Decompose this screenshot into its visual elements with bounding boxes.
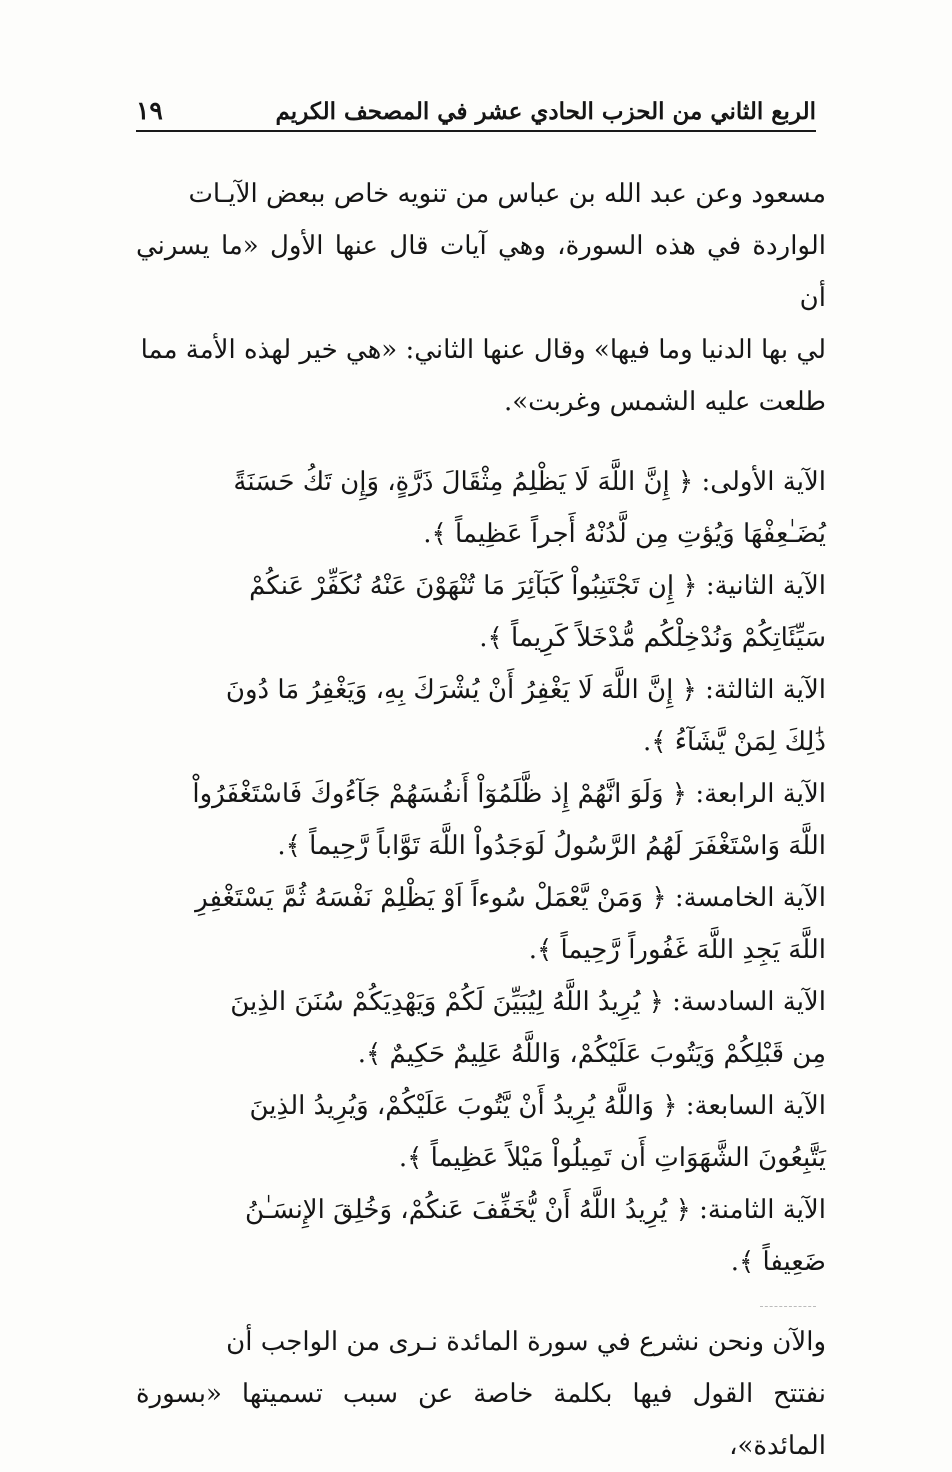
verse-line: ﴿ يُرِيدُ اللَّهُ أَنْ يُّخَفِّفَ عَنكُمْ، وَخُلِقَ الإِنسَـٰنُ [244, 1195, 691, 1225]
verse-line: ﴿ إِنَّ اللَّهَ لَا يَغْفِرُ أَنْ يُشْرَكَ بِهِ، وَيَغْفِرُ مَا دُونَ [225, 675, 697, 705]
header-title: الربع الثاني من الحزب الحادي عشر في المصحف الكريم [275, 98, 816, 125]
verse-line: يُضَـٰعِفْهَا وَيُؤتِ مِن لَّدُنْهُ أَجراً عَظِيماً ﴾. [423, 519, 826, 549]
text-line: لي بها الدنيا وما فيها» وقال عنها الثاني: «هي خير لهذه الأمة مما [140, 335, 826, 365]
verse-label: الآية السابعة: [685, 1091, 826, 1121]
verse-line: مِن قَبْلِكُمْ وَيَتُوبَ عَلَيْكُمْ، وَاللَّهُ عَلِيمٌ حَكِيمٌ ﴾. [357, 1039, 826, 1069]
verse-label: الآية الثالثة: [705, 675, 826, 705]
verse-label: الآية الثانية: [705, 571, 826, 601]
text-line: طلعت عليه الشمس وغربت». [503, 387, 826, 417]
verse-item [136, 872, 826, 976]
verse-line: اللَّهَ وَاسْتَغْفَرَ لَهُمُ الرَّسُولُ لَوَجَدُواْ اللَّهَ تَوَّاباً رَّحِيماً ﴾. [277, 831, 826, 861]
verse-line: ﴿ وَلَوَ انَّهُمْ إِذ ظَّلَمُوٓاْ أَنفُسَهُمْ جَآءُوكَ فَاسْتَغْفَرُواْ [192, 779, 688, 809]
text-line: نفتتح القول فيها بكلمة خاصة عن سبب تسميتها «بسورة المائدة»، [136, 1379, 826, 1461]
closing-paragraph [136, 1316, 826, 1472]
running-header [136, 92, 816, 132]
text-line: والآن ونحن نشرع في سورة المائدة نـرى من الواجب أن [226, 1327, 826, 1357]
verse-line: ضَعِيفاً ﴾. [730, 1247, 826, 1277]
verse-line: ﴿ إِنَّ اللَّهَ لَا يَظْلِمُ مِثْقَالَ ذَرَّةٍ، وَإِن تَكُ حَسَنَةً [233, 467, 694, 497]
verse-line: ذَٰلِكَ لِمَنْ يَّشَآءُ ﴾. [642, 727, 826, 757]
verse-line: ﴿ وَاللَّهُ يُرِيدُ أَنْ يَّتُوبَ عَلَيْكُمْ، وَيُرِيدُ الذِينَ [249, 1091, 678, 1121]
verse-line: ﴿ يُرِيدُ اللَّهُ لِيُبَيِّنَ لَكُمْ وَيَهْدِيَكُمْ سُنَنَ الذِينَ [230, 987, 664, 1017]
verse-item [136, 1080, 826, 1184]
verse-label: الآية الرابعة: [695, 779, 826, 809]
verse-line: اللَّهَ يَجِدِ اللَّهَ غَفُوراً رَّحِيماً ﴾. [528, 935, 826, 965]
verse-label: الآية الثامنة: [699, 1195, 826, 1225]
verse-item [136, 1184, 826, 1288]
verse-line: يَتَّبِعُونَ الشَّهَوَاتِ أَن تَمِيلُواْ مَيْلاً عَظِيماً ﴾. [398, 1143, 826, 1173]
text-line: الواردة في هذه السورة، وهي آيات قال عنها الأول «ما يسرني أن [136, 231, 826, 313]
verse-label: الآية السادسة: [672, 987, 826, 1017]
verse-item [136, 768, 826, 872]
text-line: مسعود وعن عبد الله بن عباس من تنويه خاص ببعض الآيـات [188, 179, 826, 209]
verse-label: الآية الأولى: [701, 467, 826, 497]
verse-label: الآية الخامسة: [674, 883, 826, 913]
page-number: ١٩ [136, 96, 163, 125]
verse-line: ﴿ إِن تَجْتَنِبُواْ كَبَآئِرَ مَا تُنْهَوْنَ عَنْهُ نُكَفِّرْ عَنكُمْ [249, 571, 698, 601]
verse-item [136, 560, 826, 664]
verse-line: ﴿ وَمَنْ يَّعْمَلْ سُوءاً اَوْ يَظْلِمْ نَفْسَهُ ثُمَّ يَسْتَغْفِرِ [195, 883, 667, 913]
verse-item [136, 976, 826, 1080]
verse-item [136, 664, 826, 768]
verse-item [136, 456, 826, 560]
intro-paragraph [136, 168, 826, 428]
verses-list [136, 456, 826, 1288]
footer-divider [760, 1306, 816, 1307]
page-body [136, 168, 826, 1472]
verse-line: سَيِّئَاتِكُمْ وَنُدْخِلْكُم مُّدْخَلاً كَرِيماً ﴾. [479, 623, 826, 653]
